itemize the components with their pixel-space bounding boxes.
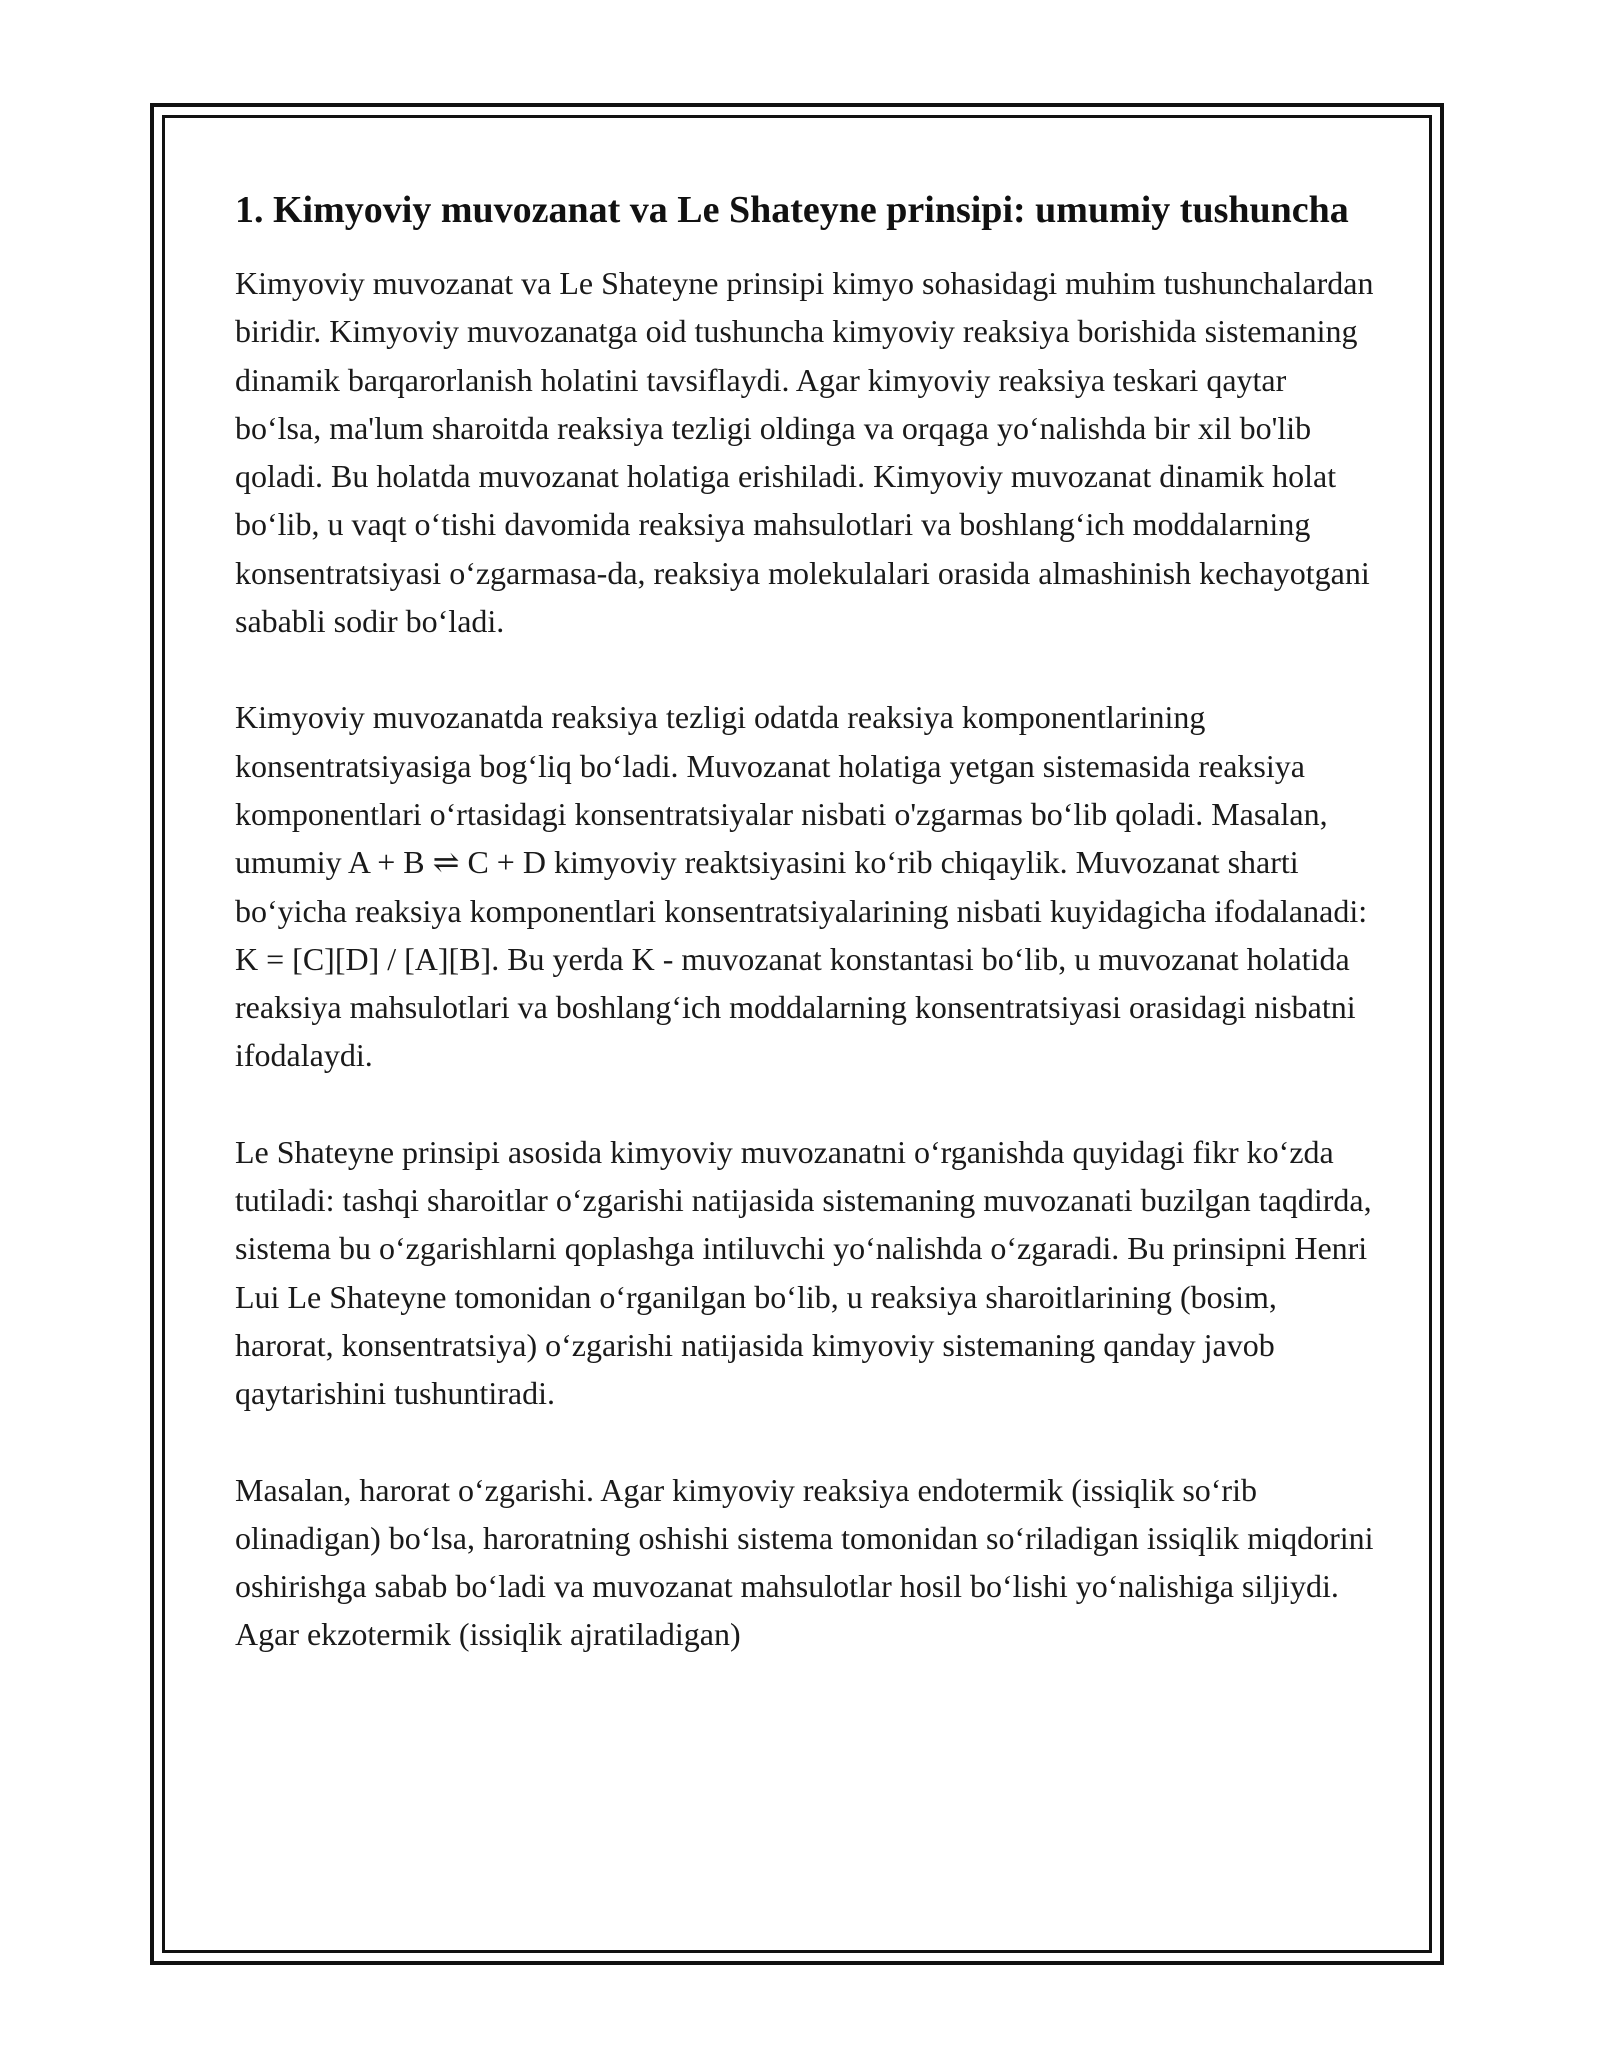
paragraph-temperature-example: Masalan, harorat o‘zgarishi. Agar kimyoviy reaksiya endotermik (issiqlik so‘rib olinadigan) bo‘lsa, haroratning oshishi sistema tomonidan so‘riladigan issiqlik miqdorini oshirishga sabab bo‘ladi va muvozanat mahsulotlar hosil bo‘lishi yo‘nalishiga siljiydi. Agar ekzotermik (issiqlik ajratiladigan)	[235, 1471, 1374, 1653]
paragraph-equilibrium-intro: Kimyoviy muvozanat va Le Shateyne prinsipi kimyo sohasidagi muhim tushunchalardan biridir. Kimyoviy muvozanatga oid tushuncha kimyoviy reaksiya borishida sistemaning dinamik barqarorlanish holatini tavsiflaydi. Agar kimyoviy reaksiya teskari qaytar bo‘lsa, ma'lum sharoitda reaksiya tezligi oldinga va orqaga yo‘nalishda bir xil bo'lib qoladi. Bu holatda muvozanat holatiga erishiladi. Kimyoviy muvozanat dinamik holat bo‘lib, u vaqt o‘tishi davomida reaksiya mahsulotlari va boshlang‘ich moddalarning konsentratsiyasi o‘zgarmasa-da, reaksiya molekulalari orasida almashinish kechayotgani sababli sodir bo‘ladi.	[235, 265, 1374, 640]
paragraph-equilibrium-constant: Kimyoviy muvozanatda reaksiya tezligi odatda reaksiya komponentlarining konsentratsiyasiga bog‘liq bo‘ladi. Muvozanat holatiga yetgan sistemasida reaksiya komponentlari o‘rtasidagi konsentratsiyalar nisbati o'zgarmas bo‘lib qoladi. Masalan, umumiy A + B ⇌ C + D kimyoviy reaktsiyasini ko‘rib chiqaylik. Muvozanat sharti bo‘yicha reaksiya komponentlari konsentratsiyalarining nisbati kuyidagicha ifodalanadi: K = [C][D] / [A][B]. Bu yerda K - muvozanat konstantasi bo‘lib, u muvozanat holatida reaksiya mahsulotlari va boshlang‘ich moddalarning konsentratsiyasi orasidagi nisbatni ifodalaydi.	[235, 699, 1368, 1074]
paragraph-le-chatelier-principle: Le Shateyne prinsipi asosida kimyoviy muvozanatni o‘rganishda quyidagi fikr ko‘zda tutiladi: tashqi sharoitlar o‘zgarishi natijasida sistemaning muvozanati buzilgan taqdirda, sistema bu o‘zgarishlarni qoplashga intiluvchi yo‘nalishda o‘zgaradi. Bu prinsipni Henri Lui Le Shateyne tomonidan o‘rganilgan bo‘lib, u reaksiya sharoitlarining (bosim, harorat, konsentratsiya) o‘zgarishi natijasida kimyoviy sistemaning qanday javob qaytarishini tushuntiradi.	[235, 1133, 1372, 1412]
document-body	[235, 183, 1375, 1707]
section-heading: 1. Kimyoviy muvozanat va Le Shateyne prinsipi: umumiy tushuncha	[235, 189, 1349, 231]
